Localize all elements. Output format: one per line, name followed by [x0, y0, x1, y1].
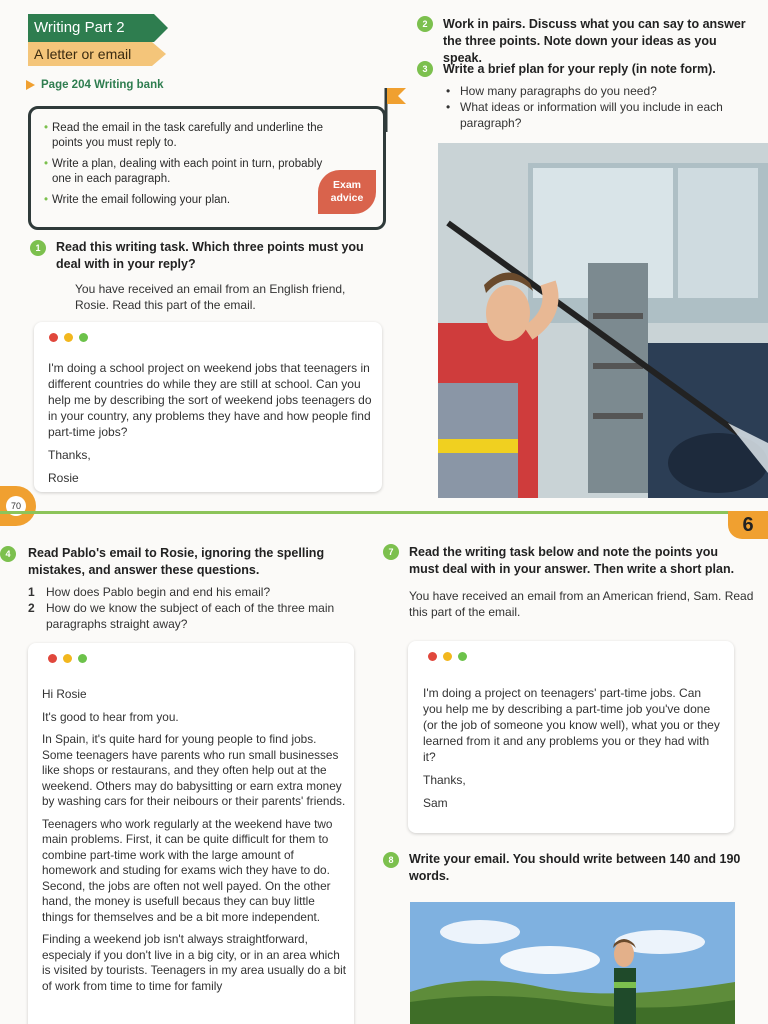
- email-line: It's good to hear from you.: [42, 709, 179, 724]
- advice-item: • Read the email in the task carefully and underline the points you must reply to.: [44, 122, 324, 149]
- email-body: I'm doing a school project on weekend jobs that teenagers in different countries do while they are still at school. Can you help me by describing the sort of weekend jobs teenagers do in your country, any problems they have and how people find part-time jobs?: [48, 361, 372, 439]
- email-paragraph: Teenagers who work regularly at the weekend have two main problems. First, it can be quite difficult for them to combine part-time work with the large amount of homework and studing for exams wich they have to do. Second, the jobs are often not well payed. On the other hand, the money is usefull becaus they can buy little things for themselves and be a bit more independent.: [42, 816, 333, 924]
- pablo-email-card: [28, 643, 354, 1024]
- task-number: 1: [30, 240, 46, 256]
- advice-item: • Write a plan, dealing with each point in turn, probably one in each paragraph.: [44, 158, 323, 185]
- task1-intro: You have received an email from an English friend, Rosie. Read this part of the email.: [75, 282, 346, 312]
- subtitle-banner: [28, 42, 166, 66]
- part-title-banner: [28, 14, 168, 42]
- rosie-email-card: [34, 322, 382, 492]
- question-item: 1 How does Pablo begin and end his email?: [28, 585, 271, 599]
- task7-intro: You have received an email from an American friend, Sam. Read this part of the email.: [409, 589, 754, 619]
- car-wash-photo: [438, 143, 768, 498]
- bullet-item: • What ideas or information will you include in each paragraph?: [444, 99, 749, 131]
- email-name: Sam: [423, 796, 448, 810]
- email-paragraph: Finding a weekend job isn't always straightforward, especialy if you don't live in a big city, or in an area which is visited by tourists. Teenagers in my area usually do a bit of work from time to time for family: [42, 932, 347, 993]
- exam-advice-list: [44, 121, 344, 208]
- exam-advice-label: Exam advice: [318, 170, 376, 214]
- task-number: 4: [0, 546, 16, 562]
- task7-instruction: Read the writing task below and note the points you must deal with in your answer. Then write a short plan.: [409, 545, 735, 576]
- page-number: 70: [6, 496, 26, 516]
- task3-instruction: Write a brief plan for your reply (in note form).: [443, 62, 716, 76]
- window-dots: [428, 652, 467, 661]
- email-body: I'm doing a project on teenagers' part-time jobs. Can you help me by describing a part-time job you've done (or the job of someone you know well), what you or they learned from it and any problems you or they had with it?: [423, 686, 720, 764]
- email-greeting: Hi Rosie: [42, 687, 87, 701]
- email-signoff: Thanks,: [48, 448, 91, 462]
- window-dots: [49, 333, 88, 342]
- task-number: 2: [417, 16, 433, 32]
- part-title: Writing Part 2: [34, 19, 125, 36]
- window-dots: [48, 654, 87, 663]
- task8-instruction: Write your email. You should write between 140 and 190 words.: [409, 852, 741, 883]
- sam-email-card: [408, 641, 734, 833]
- task-number: 8: [383, 852, 399, 868]
- email-signoff: Thanks,: [423, 773, 466, 787]
- question-item: 2 How do we know the subject of each of the three main paragraphs straight away?: [28, 601, 335, 631]
- subtitle: A letter or email: [34, 46, 132, 62]
- advice-item: • Write the email following your plan.: [44, 194, 231, 206]
- task3-bullets: [444, 83, 749, 131]
- email-paragraph: In Spain, it's quite hard for young people to find jobs. Some teenagers have parents who run small businesses like shops or restaurans, and they often help out at the weekend. Others may do babysitting or earn extra money by washing cars for their neibours or their parents' friends.: [42, 732, 346, 808]
- email-name: Rosie: [48, 471, 79, 485]
- task1-instruction: Read this writing task. Which three points must you deal with in your reply?: [56, 240, 364, 271]
- task2-instruction: Work in pairs. Discuss what you can say to answer the three points. Note down your ideas as you speak.: [443, 17, 746, 65]
- triangle-arrow-icon: [26, 80, 35, 90]
- page-divider: [0, 511, 768, 514]
- task-number: 7: [383, 544, 399, 560]
- task4-instruction: Read Pablo's email to Rosie, ignoring the spelling mistakes, and answer these questions.: [28, 546, 325, 577]
- task-number: 3: [417, 61, 433, 77]
- flag-icon: [382, 86, 408, 137]
- bullet-item: • How many paragraphs do you need?: [444, 83, 749, 99]
- writing-bank-link[interactable]: Page 204 Writing bank: [26, 79, 164, 91]
- outdoor-photo: [410, 902, 735, 1024]
- unit-number: 6: [728, 511, 768, 539]
- task4-questions: [28, 584, 363, 632]
